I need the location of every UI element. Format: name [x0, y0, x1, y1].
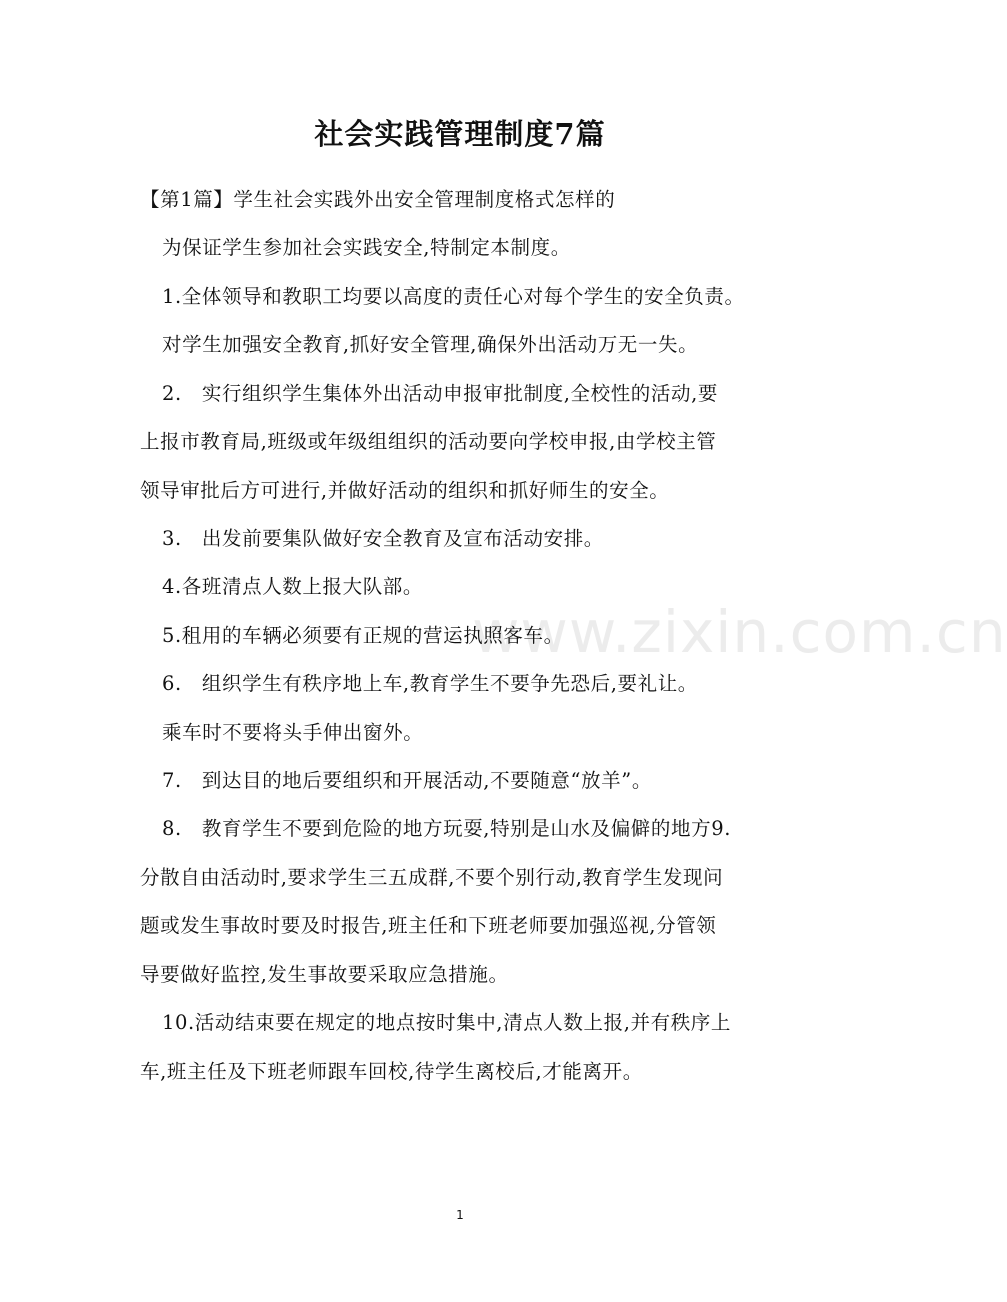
paragraph-line: 车,班主任及下班老师跟车回校,待学生离校后,才能离开。 [140, 1060, 643, 1083]
paragraph-line: 8. 教育学生不要到危险的地方玩耍,特别是山水及偏僻的地方9. [162, 817, 732, 840]
section-heading: 【第1篇】学生社会实践外出安全管理制度格式怎样的 [140, 188, 616, 211]
paragraph-line: 3. 出发前要集队做好安全教育及宣布活动安排。 [162, 527, 604, 550]
paragraph-line: 领导审批后方可进行,并做好活动的组织和抓好师生的安全。 [140, 479, 670, 502]
watermark: www.zixin.com.cn [472, 598, 1007, 666]
paragraph-line: 5.租用的车辆必须要有正规的营运执照客车。 [162, 624, 564, 647]
paragraph-line: 乘车时不要将头手伸出窗外。 [162, 721, 424, 744]
paragraph-line: 对学生加强安全教育,抓好安全管理,确保外出活动万无一失。 [162, 333, 699, 356]
paragraph-line: 上报市教育局,班级或年级组组织的活动要向学校申报,由学校主管 [140, 430, 717, 453]
paragraph-line: 为保证学生参加社会实践安全,特制定本制度。 [162, 236, 571, 259]
paragraph-line: 10.活动结束要在规定的地点按时集中,清点人数上报,并有秩序上 [162, 1011, 732, 1034]
page-number: 1 [456, 1208, 464, 1222]
paragraph-line: 分散自由活动时,要求学生三五成群,不要个别行动,教育学生发现问 [140, 866, 724, 889]
paragraph-line: 7. 到达目的地后要组织和开展活动,不要随意“放羊”。 [162, 769, 652, 792]
paragraph-line: 6. 组织学生有秩序地上车,教育学生不要争先恐后,要礼让。 [162, 672, 698, 695]
paragraph-line: 2. 实行组织学生集体外出活动申报审批制度,全校性的活动,要 [162, 382, 719, 405]
paragraph-line: 题或发生事故时要及时报告,班主任和下班老师要加强巡视,分管领 [140, 914, 717, 937]
paragraph-line: 导要做好监控,发生事故要采取应急措施。 [140, 963, 509, 986]
paragraph-line: 1.全体领导和教职工均要以高度的责任心对每个学生的安全负责。 [162, 285, 745, 308]
paragraph-line: 4.各班清点人数上报大队部。 [162, 575, 424, 598]
document-title: 社会实践管理制度7篇 [314, 117, 606, 151]
